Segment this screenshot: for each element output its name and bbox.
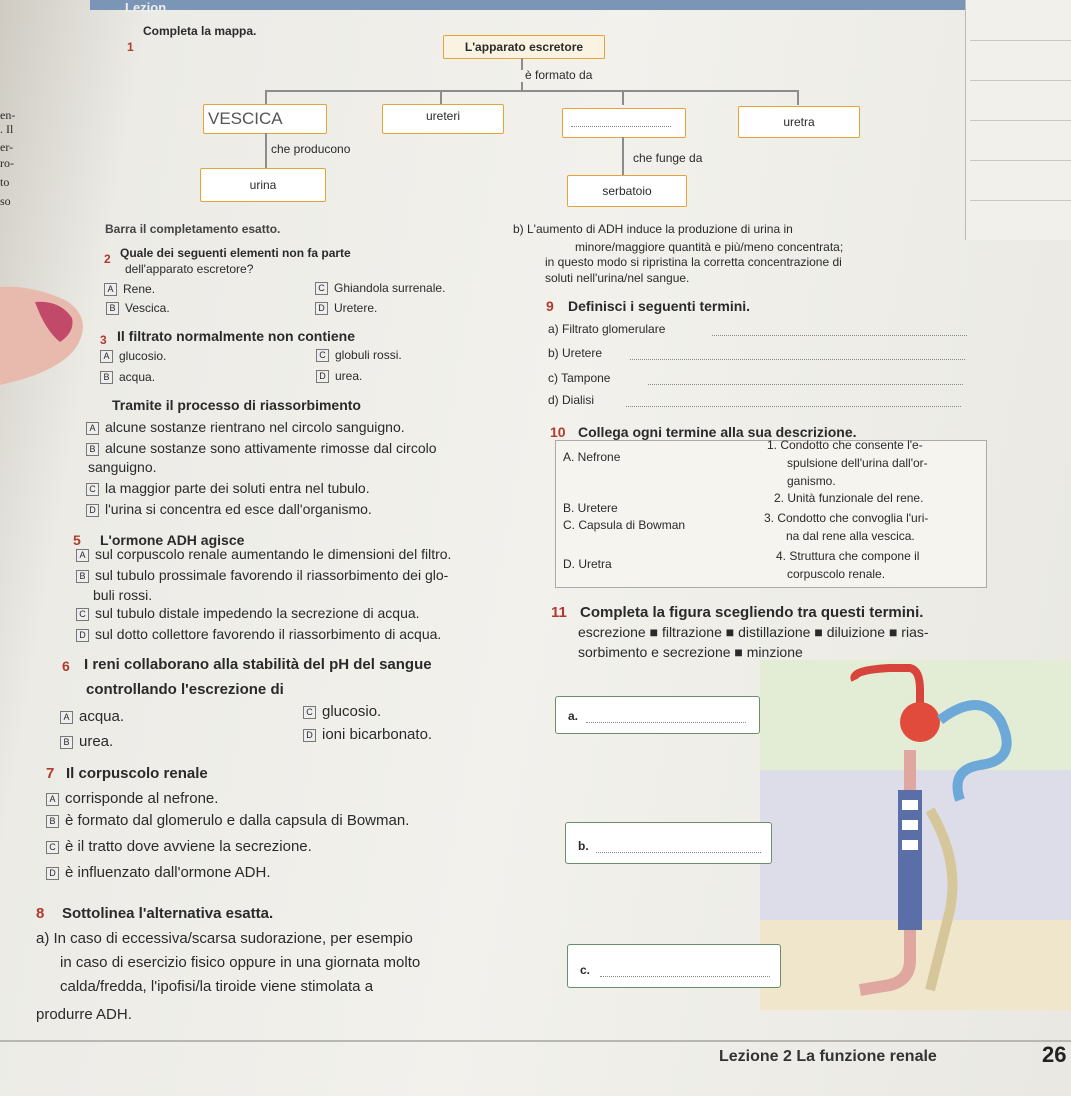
q3-option-d[interactable]: D urea.: [316, 369, 362, 383]
q11-text: Completa la figura scegliendo tra questi termini.: [580, 604, 924, 621]
match-desc-3[interactable]: 3. Condotto che convoglia l'uri-: [764, 511, 929, 525]
map-root-label: L'apparato escretore: [464, 40, 584, 54]
option-label: Uretere.: [334, 301, 378, 315]
q1-number: 1: [127, 40, 134, 54]
map-leaf-label: urina: [249, 178, 277, 192]
option-label: corrisponde al nefrone.: [65, 790, 219, 807]
option-label: urea.: [335, 369, 363, 383]
q8-b-line: soluti nell'urina/nel sangue.: [545, 271, 690, 285]
option-label: sul dotto collettore favorendo il riassorbimento di acqua.: [95, 626, 442, 642]
answer-label: a.: [568, 709, 579, 723]
option-label: la maggior parte dei soluti entra nel tubulo.: [105, 480, 370, 496]
q8-b-line: in questo modo si ripristina la corretta concentrazione di: [545, 255, 842, 269]
footer-lesson: Lezione 2 La funzione renale: [719, 1048, 937, 1065]
figure-answer-a[interactable]: [555, 696, 760, 734]
option-label: è formato dal glomerulo e dalla capsula di Bowman.: [65, 812, 410, 829]
q9-text: Definisci i seguenti termini.: [568, 298, 751, 314]
option-label: l'urina si concentra ed esce dall'organismo.: [105, 501, 372, 517]
match-desc-3-cont: na dal rene alla vescica.: [786, 529, 915, 543]
q5-option-d[interactable]: D sul dotto collettore favorendo il riassorbimento di acqua.: [76, 626, 441, 642]
margin-text: to: [0, 175, 10, 189]
q8-b-line: b) L'aumento di ADH induce la produzione di urina in: [513, 222, 793, 236]
margin-text: so: [0, 194, 11, 208]
q11-terms: sorbimento e secrezione ■ minzione: [578, 644, 803, 660]
q11-terms: escrezione ■ filtrazione ■ distillazione ■ diluizione ■ rias-: [578, 624, 929, 640]
q5-number: 5: [73, 532, 81, 548]
option-label: glucosio.: [119, 349, 167, 363]
option-label: acqua.: [119, 370, 156, 384]
q6-text: I reni collaborano alla stabilità del pH del sangue: [84, 656, 432, 673]
q4-option-c[interactable]: C la maggior parte dei soluti entra nel tubulo.: [86, 480, 370, 496]
q6-option-a[interactable]: A acqua.: [60, 708, 124, 725]
option-label: Rene.: [123, 282, 156, 296]
q4-option-b-cont: sanguigno.: [88, 459, 157, 475]
q9-number: 9: [546, 298, 554, 314]
q10-number: 10: [550, 424, 566, 440]
glomerulus: [900, 702, 940, 742]
option-label: globuli rossi.: [335, 348, 402, 362]
q2-number: 2: [104, 252, 111, 266]
match-term-c[interactable]: C. Capsula di Bowman: [563, 518, 686, 532]
q11-number: 11: [551, 604, 567, 621]
q2-text: Quale dei seguenti elementi non fa parte: [120, 246, 351, 260]
page-number: 26: [1042, 1042, 1067, 1067]
margin-text: er-: [0, 140, 14, 154]
footer-divider: [0, 1040, 1071, 1042]
option-label: sul tubulo prossimale favorendo il riassorbimento dei glo-: [95, 567, 449, 583]
map-node-vescica-handwritten: VESCICA: [208, 109, 283, 128]
option-label: è il tratto dove avviene la secrezione.: [65, 838, 312, 855]
q3-option-a[interactable]: A glucosio.: [100, 349, 166, 363]
map-node-label: uretra: [783, 115, 815, 129]
option-label: acqua.: [79, 708, 125, 725]
q8-a-line: in caso di esercizio fisico oppure in una giornata molto: [60, 954, 421, 971]
map-node-uretra: [738, 106, 860, 138]
map-leaf-label: serbatoio: [602, 184, 652, 198]
header-title: Lezion: [125, 0, 167, 15]
q4-option-a[interactable]: A alcune sostanze rientrano nel circolo sanguigno.: [86, 419, 405, 435]
margin-text: ro-: [0, 156, 14, 170]
q9-d-answer-line[interactable]: [626, 405, 961, 407]
q7-text: Il corpuscolo renale: [66, 765, 208, 782]
map-node-label: ureteri: [425, 109, 460, 123]
option-label: urea.: [79, 733, 114, 750]
map-node-blank[interactable]: [562, 108, 686, 138]
q8-text: Sottolinea l'alternativa esatta.: [62, 905, 274, 922]
option-label: glucosio.: [322, 703, 382, 720]
q8-a-line: a) In caso di eccessiva/scarsa sudorazione, per esempio: [36, 930, 413, 947]
q9-d: d) Dialisi: [548, 393, 595, 407]
q6-option-d[interactable]: D ioni bicarbonato.: [303, 726, 432, 743]
q6-option-b[interactable]: B urea.: [60, 733, 113, 750]
header-band: [90, 0, 970, 10]
q2-option-a[interactable]: A Rene.: [104, 282, 155, 296]
q4-option-d[interactable]: D l'urina si concentra ed esce dall'organismo.: [86, 501, 372, 517]
map-root-box: [443, 35, 605, 59]
q7-option-c[interactable]: C è il tratto dove avviene la secrezione.: [46, 838, 312, 855]
q5-option-a[interactable]: A sul corpuscolo renale aumentando le dimensioni del filtro.: [76, 546, 451, 562]
match-desc-1-cont: spulsione dell'urina dall'or-: [787, 456, 928, 470]
option-label: alcune sostanze sono attivamente rimosse dal circolo: [105, 440, 437, 456]
match-desc-1[interactable]: 1. Condotto che consente l'e-: [767, 438, 923, 452]
q9-b: b) Uretere: [548, 346, 603, 360]
q2-option-d[interactable]: D Uretere.: [315, 301, 377, 315]
q3-option-b[interactable]: B acqua.: [100, 370, 155, 384]
option-label: sul corpuscolo renale aumentando le dimensioni del filtro.: [95, 546, 452, 562]
margin-text: . Il: [0, 122, 14, 136]
map-leaf-serbatoio: [567, 175, 687, 207]
figure-answer-c[interactable]: [567, 944, 781, 988]
q7-option-b[interactable]: B è formato dal glomerulo e dalla capsula di Bowman.: [46, 812, 409, 829]
option-label: ioni bicarbonato.: [322, 726, 433, 743]
option-label: Ghiandola surrenale.: [334, 281, 446, 295]
q2-text: dell'apparato escretore?: [125, 262, 254, 276]
q10-text: Collega ogni termine alla sua descrizione.: [578, 424, 857, 440]
match-desc-4[interactable]: 4. Struttura che compone il: [776, 549, 920, 563]
q2-option-c[interactable]: C Ghiandola surrenale.: [315, 281, 445, 295]
q9-a: a) Filtrato glomerulare: [548, 322, 666, 336]
q5-option-c[interactable]: C sul tubulo distale impedendo la secrezione di acqua.: [76, 605, 420, 621]
option-label: è influenzato dall'ormone ADH.: [65, 864, 271, 881]
margin-text: en-: [0, 108, 16, 122]
q9-c: c) Tampone: [548, 371, 611, 385]
q8-b-line: minore/maggiore quantità e più/meno concentrata;: [575, 240, 844, 254]
q8-number: 8: [36, 905, 45, 922]
match-term-a[interactable]: A. Nefrone: [563, 450, 621, 464]
q9-c-answer-line[interactable]: [648, 383, 963, 385]
answer-label: c.: [580, 963, 591, 977]
answer-label: b.: [578, 839, 589, 853]
option-label: Vescica.: [125, 301, 170, 315]
match-desc-4-cont: corpuscolo renale.: [787, 567, 886, 581]
q4-option-b[interactable]: B alcune sostanze sono attivamente rimosse dal circolo: [86, 440, 437, 456]
q9-b-answer-line[interactable]: [630, 358, 965, 360]
collecting-duct: [898, 790, 922, 930]
q6-text: controllando l'escrezione di: [86, 681, 284, 698]
q7-number: 7: [46, 765, 55, 782]
q2-option-b[interactable]: B Vescica.: [106, 301, 170, 315]
match-desc-2[interactable]: 2. Unità funzionale del rene.: [774, 491, 924, 505]
map-connector: è formato da: [525, 68, 593, 82]
map-leaf-urina: [200, 168, 326, 202]
q5-option-b-cont: buli rossi.: [93, 587, 153, 603]
finger-image: [0, 270, 100, 410]
q3-text: Il filtrato normalmente non contiene: [117, 328, 356, 344]
q3-number: 3: [100, 333, 107, 347]
q5-text: L'ormone ADH agisce: [100, 532, 245, 548]
match-term-d[interactable]: D. Uretra: [563, 557, 612, 571]
map-label-left: che producono: [271, 142, 351, 156]
q9-a-answer-line[interactable]: [712, 334, 967, 336]
q8-a-line: calda/fredda, l'ipofisi/la tiroide viene stimolata a: [60, 978, 374, 995]
q4-text: Tramite il processo di riassorbimento: [112, 397, 361, 413]
q5-option-b[interactable]: B sul tubulo prossimale favorendo il riassorbimento dei glo-: [76, 567, 448, 583]
q3-option-c[interactable]: C globuli rossi.: [316, 348, 402, 362]
q7-option-a[interactable]: A corrisponde al nefrone.: [46, 790, 218, 807]
map-label-right: che funge da: [633, 151, 703, 165]
match-desc-1-cont: ganismo.: [787, 474, 836, 488]
figure-answer-b[interactable]: [565, 822, 772, 864]
map-node-vescica[interactable]: [203, 104, 327, 134]
map-node-ureteri: [382, 104, 504, 134]
q1-instruction: Completa la mappa.: [143, 24, 257, 38]
q6-option-c[interactable]: C glucosio.: [303, 703, 381, 720]
q8-a-line: produrre ADH.: [36, 1006, 132, 1023]
nephron-diagram: [760, 660, 1071, 1010]
q6-number: 6: [62, 658, 70, 674]
barra-instruction: Barra il completamento esatto.: [105, 222, 281, 236]
q7-option-d[interactable]: D è influenzato dall'ormone ADH.: [46, 864, 270, 881]
option-label: sul tubulo distale impedendo la secrezione di acqua.: [95, 605, 420, 621]
option-label: alcune sostanze rientrano nel circolo sanguigno.: [105, 419, 405, 435]
match-term-b[interactable]: B. Uretere: [563, 501, 618, 515]
